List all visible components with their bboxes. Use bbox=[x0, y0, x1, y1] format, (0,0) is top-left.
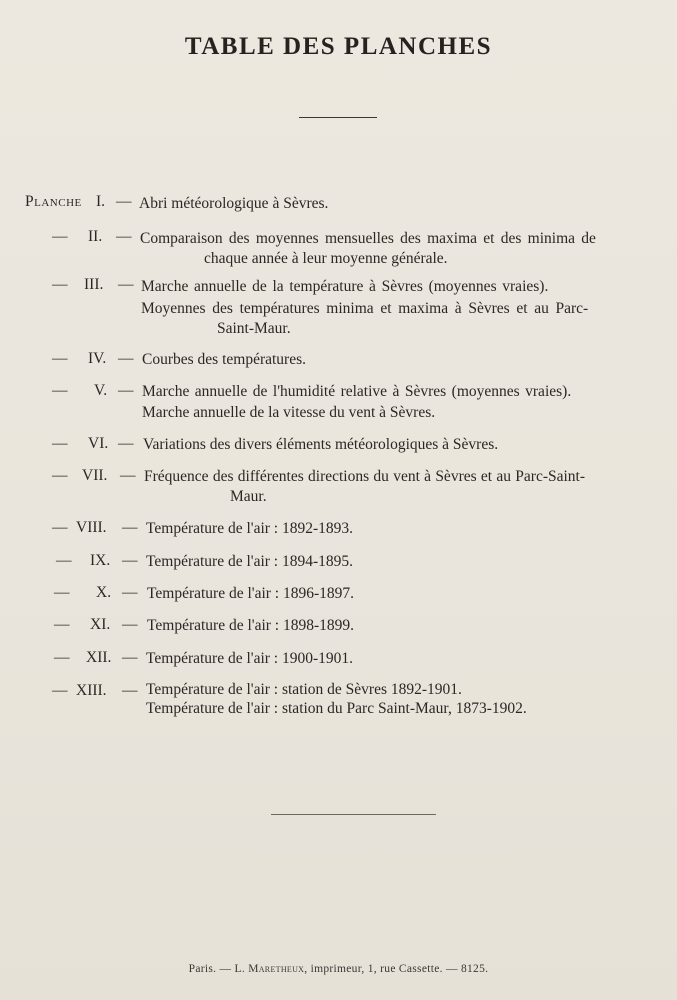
entry-prefix: Planche bbox=[25, 193, 82, 210]
entry-text: Température de l'air : 1896-1897. bbox=[147, 585, 355, 602]
entry-number: XIII. bbox=[76, 682, 107, 699]
entry-dash: — bbox=[118, 382, 134, 399]
entry-prefix: — bbox=[52, 228, 68, 245]
entry-number: II. bbox=[88, 228, 103, 245]
entry-dash: — bbox=[122, 584, 138, 601]
entry-dash: — bbox=[122, 649, 138, 666]
entry-text: Saint-Maur. bbox=[217, 320, 291, 337]
entry-text: Marche annuelle de l'humidité relative à Sèvres (moyennes vraies). bbox=[142, 383, 572, 400]
entry-text: Comparaison des moyennes mensuelles des maxima et des minima de bbox=[140, 230, 596, 247]
entry-text: Courbes des températures. bbox=[142, 351, 306, 368]
entry-text: chaque année à leur moyenne générale. bbox=[204, 250, 448, 267]
entry-text: Maur. bbox=[230, 488, 267, 505]
entry-dash: — bbox=[116, 193, 132, 210]
entry-dash: — bbox=[118, 276, 134, 293]
entry-prefix: — bbox=[54, 584, 70, 601]
entry-text: Température de l'air : 1894-1895. bbox=[146, 553, 354, 570]
entry-text: Température de l'air : station de Sèvres 1892-1901. bbox=[146, 681, 462, 698]
entry-number: V. bbox=[94, 382, 108, 399]
entry-dash: — bbox=[122, 616, 138, 633]
title-rule bbox=[299, 117, 377, 118]
entry-prefix: — bbox=[52, 276, 68, 293]
entry-dash: — bbox=[116, 228, 132, 245]
entry-dash: — bbox=[118, 435, 134, 452]
printer-imprint bbox=[0, 963, 677, 975]
imprint-separator: — bbox=[219, 963, 232, 975]
entry-number: IX. bbox=[90, 552, 111, 569]
entry-prefix: — bbox=[54, 649, 70, 666]
bottom-rule bbox=[271, 814, 436, 815]
entry-prefix: — bbox=[54, 616, 70, 633]
entry-dash: — bbox=[122, 519, 138, 536]
entry-prefix: — bbox=[52, 350, 68, 367]
entry-text: Marche annuelle de la vitesse du vent à Sèvres. bbox=[142, 404, 436, 421]
entry-text: Température de l'air : 1892-1893. bbox=[146, 520, 354, 537]
entry-prefix: — bbox=[52, 435, 68, 452]
entry-number: XII. bbox=[86, 649, 112, 666]
entry-number: VI. bbox=[88, 435, 109, 452]
entry-number: IV. bbox=[88, 350, 107, 367]
imprint-city: Paris. bbox=[188, 963, 217, 975]
entry-number: VIII. bbox=[76, 519, 107, 536]
entry-text: Température de l'air : 1900-1901. bbox=[146, 650, 354, 667]
entry-dash: — bbox=[118, 350, 134, 367]
entry-number: X. bbox=[96, 584, 112, 601]
entry-dash: — bbox=[120, 467, 136, 484]
entry-number: III. bbox=[84, 276, 104, 293]
entry-prefix: — bbox=[52, 382, 68, 399]
page-title: TABLE DES PLANCHES bbox=[184, 33, 493, 60]
entry-number: I. bbox=[96, 193, 106, 210]
entry-text: Abri météorologique à Sèvres. bbox=[139, 195, 329, 212]
entry-dash: — bbox=[122, 552, 138, 569]
entry-dash: — bbox=[122, 682, 138, 699]
imprint-printer: L. Maretheux bbox=[234, 963, 305, 975]
entry-prefix: — bbox=[56, 552, 72, 569]
entry-number: XI. bbox=[90, 616, 111, 633]
entry-prefix: — bbox=[52, 467, 68, 484]
entry-prefix: — bbox=[52, 519, 68, 536]
entry-text: Température de l'air : station du Parc Saint-Maur, 1873-1902. bbox=[146, 700, 527, 717]
entry-text: Température de l'air : 1898-1899. bbox=[147, 617, 355, 634]
entry-text: Moyennes des températures minima et maxima à Sèvres et au Parc- bbox=[141, 300, 589, 317]
entry-prefix: — bbox=[52, 682, 68, 699]
entry-text: Variations des divers éléments météorologiques à Sèvres. bbox=[143, 436, 499, 453]
entry-number: VII. bbox=[82, 467, 108, 484]
imprint-address: , imprimeur, 1, rue Cassette. — 8125. bbox=[304, 963, 489, 975]
entry-text: Fréquence des différentes directions du vent à Sèvres et au Parc-Saint- bbox=[144, 468, 586, 485]
entry-text: Marche annuelle de la température à Sèvres (moyennes vraies). bbox=[141, 278, 549, 295]
